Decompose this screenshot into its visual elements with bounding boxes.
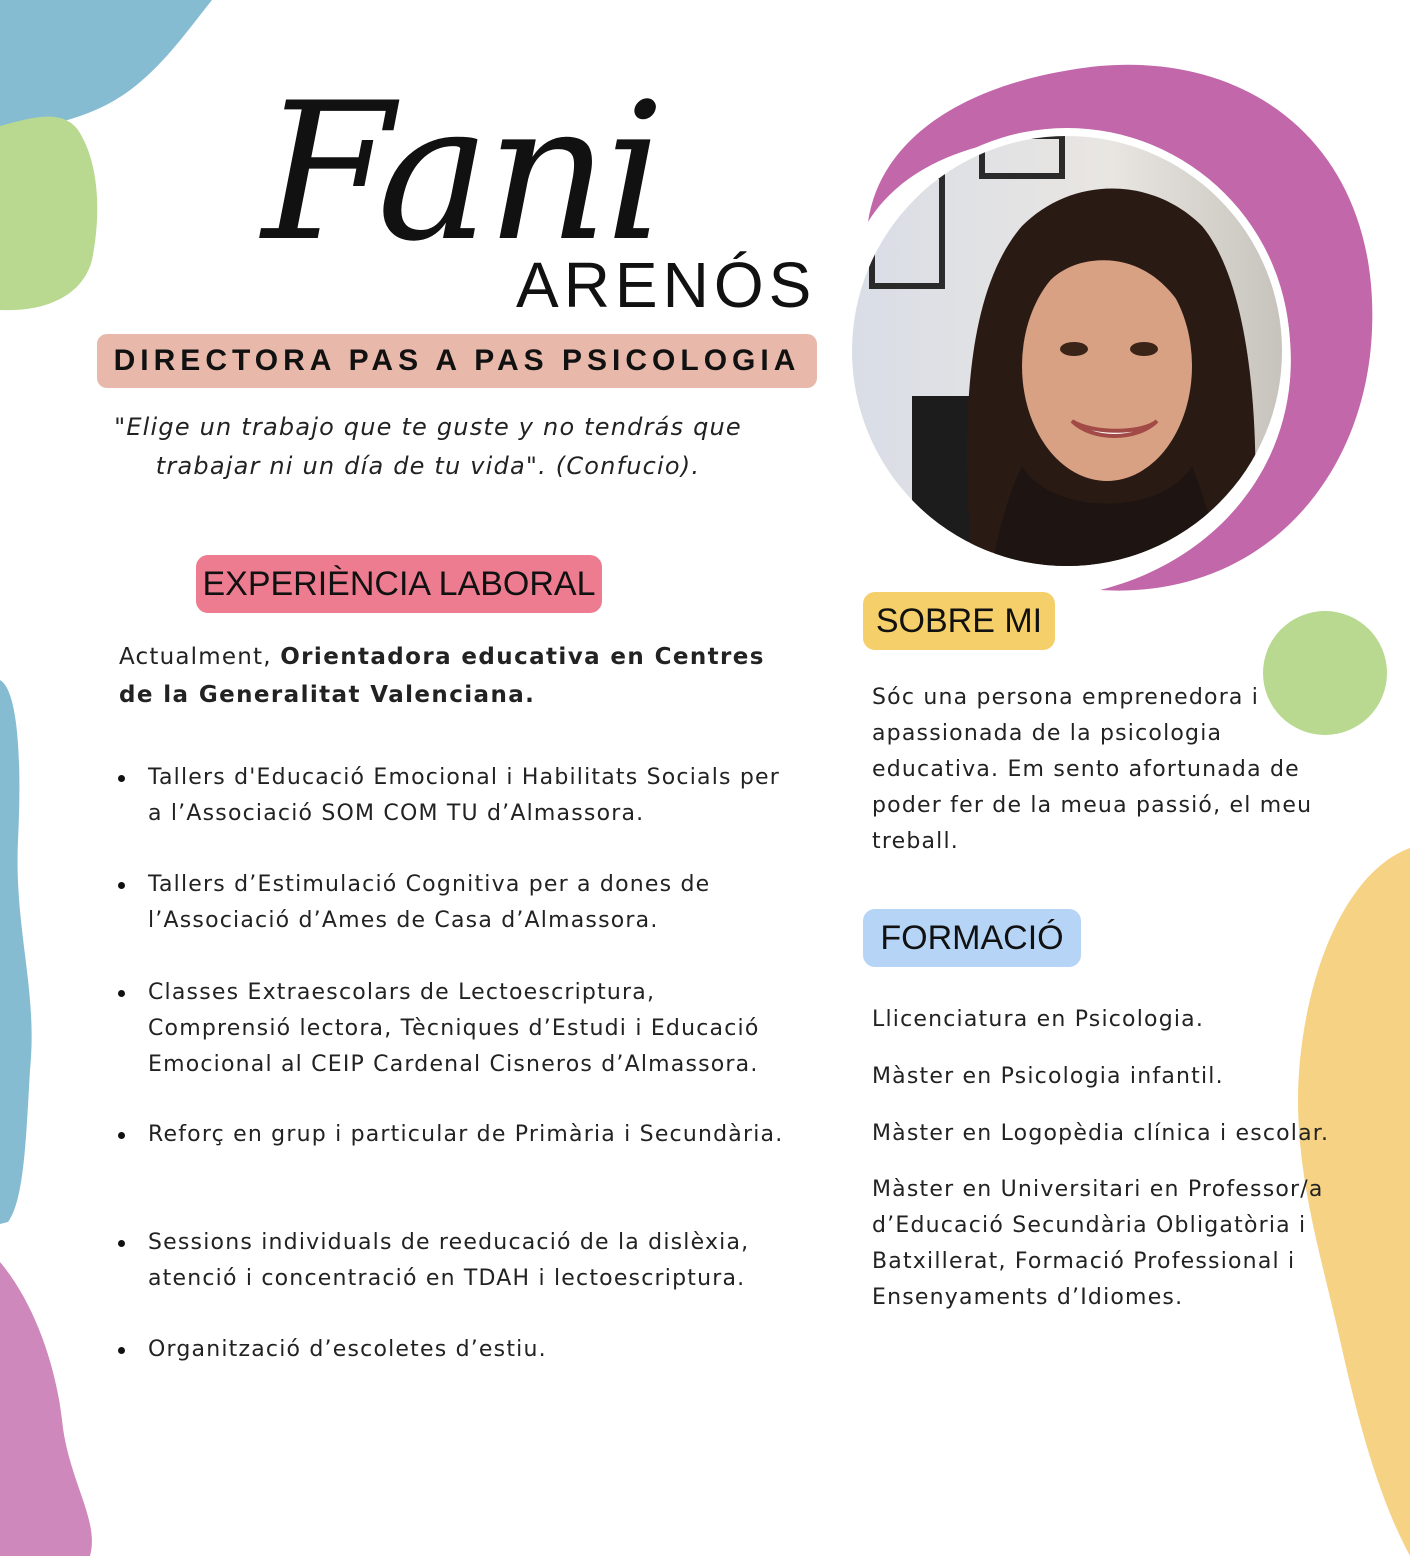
- last-name: ARENÓS: [516, 249, 817, 321]
- current-prefix: Actualment,: [119, 644, 281, 670]
- blue-blob-left: [0, 680, 32, 1224]
- education-item-1: Llicenciatura en Psicologia.: [872, 1007, 1205, 1032]
- green-blob-top-left: [0, 117, 97, 311]
- quote-line-2: trabajar ni un día de tu vida". (Confucio).: [155, 452, 701, 480]
- experience-item-4: Reforç en grup i particular de Primària i Secundària.: [116, 1117, 796, 1153]
- portrait-photo: [852, 136, 1282, 566]
- pink-blob-bottom-left: [0, 1262, 92, 1556]
- education-item-4: Màster en Universitari en Professor/a d’Educació Secundària Obligatòria i Batxillerat, Formació Professional i Ensenyaments d’Idiomes.: [872, 1177, 1324, 1310]
- quote-line-1: "Elige un trabajo que te guste y no tendrás que: [114, 413, 742, 441]
- first-name-script: Fani: [262, 62, 662, 283]
- experience-item-1: Tallers d'Educació Emocional i Habilitats Socials per a l’Associació SOM COM TU d’Almassora.: [116, 760, 796, 832]
- experience-section-title: EXPERIÈNCIA LABORAL: [196, 555, 602, 613]
- experience-item-6: Organització d’escoletes d’estiu.: [116, 1332, 796, 1368]
- about-text: Sóc una persona emprenedora i apassionada de la psicologia educativa. Em sento afortunada de poder fer de la meua passió, el meu treball.: [872, 685, 1313, 854]
- experience-item-2: Tallers d’Estimulació Cognitiva per a dones de l’Associació d’Ames de Casa d’Almassora.: [116, 867, 796, 939]
- education-item-2: Màster en Psicologia infantil.: [872, 1064, 1224, 1089]
- current-position: [119, 638, 809, 714]
- experience-item-5: Sessions individuals de reeducació de la dislèxia, atenció i concentració en TDAH i lectoescriptura.: [116, 1225, 796, 1297]
- quote: [98, 408, 758, 486]
- role-badge: DIRECTORA PAS A PAS PSICOLOGIA: [97, 334, 817, 388]
- current-role: Orientadora educativa en Centres de la Generalitat Valenciana.: [119, 644, 765, 708]
- experience-item-3: Classes Extraescolars de Lectoescriptura, Comprensió lectora, Tècniques d’Estudi i Educació Emocional al CEIP Cardenal Cisneros d’Almassora.: [116, 975, 796, 1083]
- education-item-3: Màster en Logopèdia clínica i escolar.: [872, 1121, 1330, 1146]
- about-section-title: SOBRE MI: [863, 592, 1055, 650]
- blue-blob-top-left: [0, 0, 212, 127]
- education-section-title: FORMACIÓ: [863, 909, 1081, 967]
